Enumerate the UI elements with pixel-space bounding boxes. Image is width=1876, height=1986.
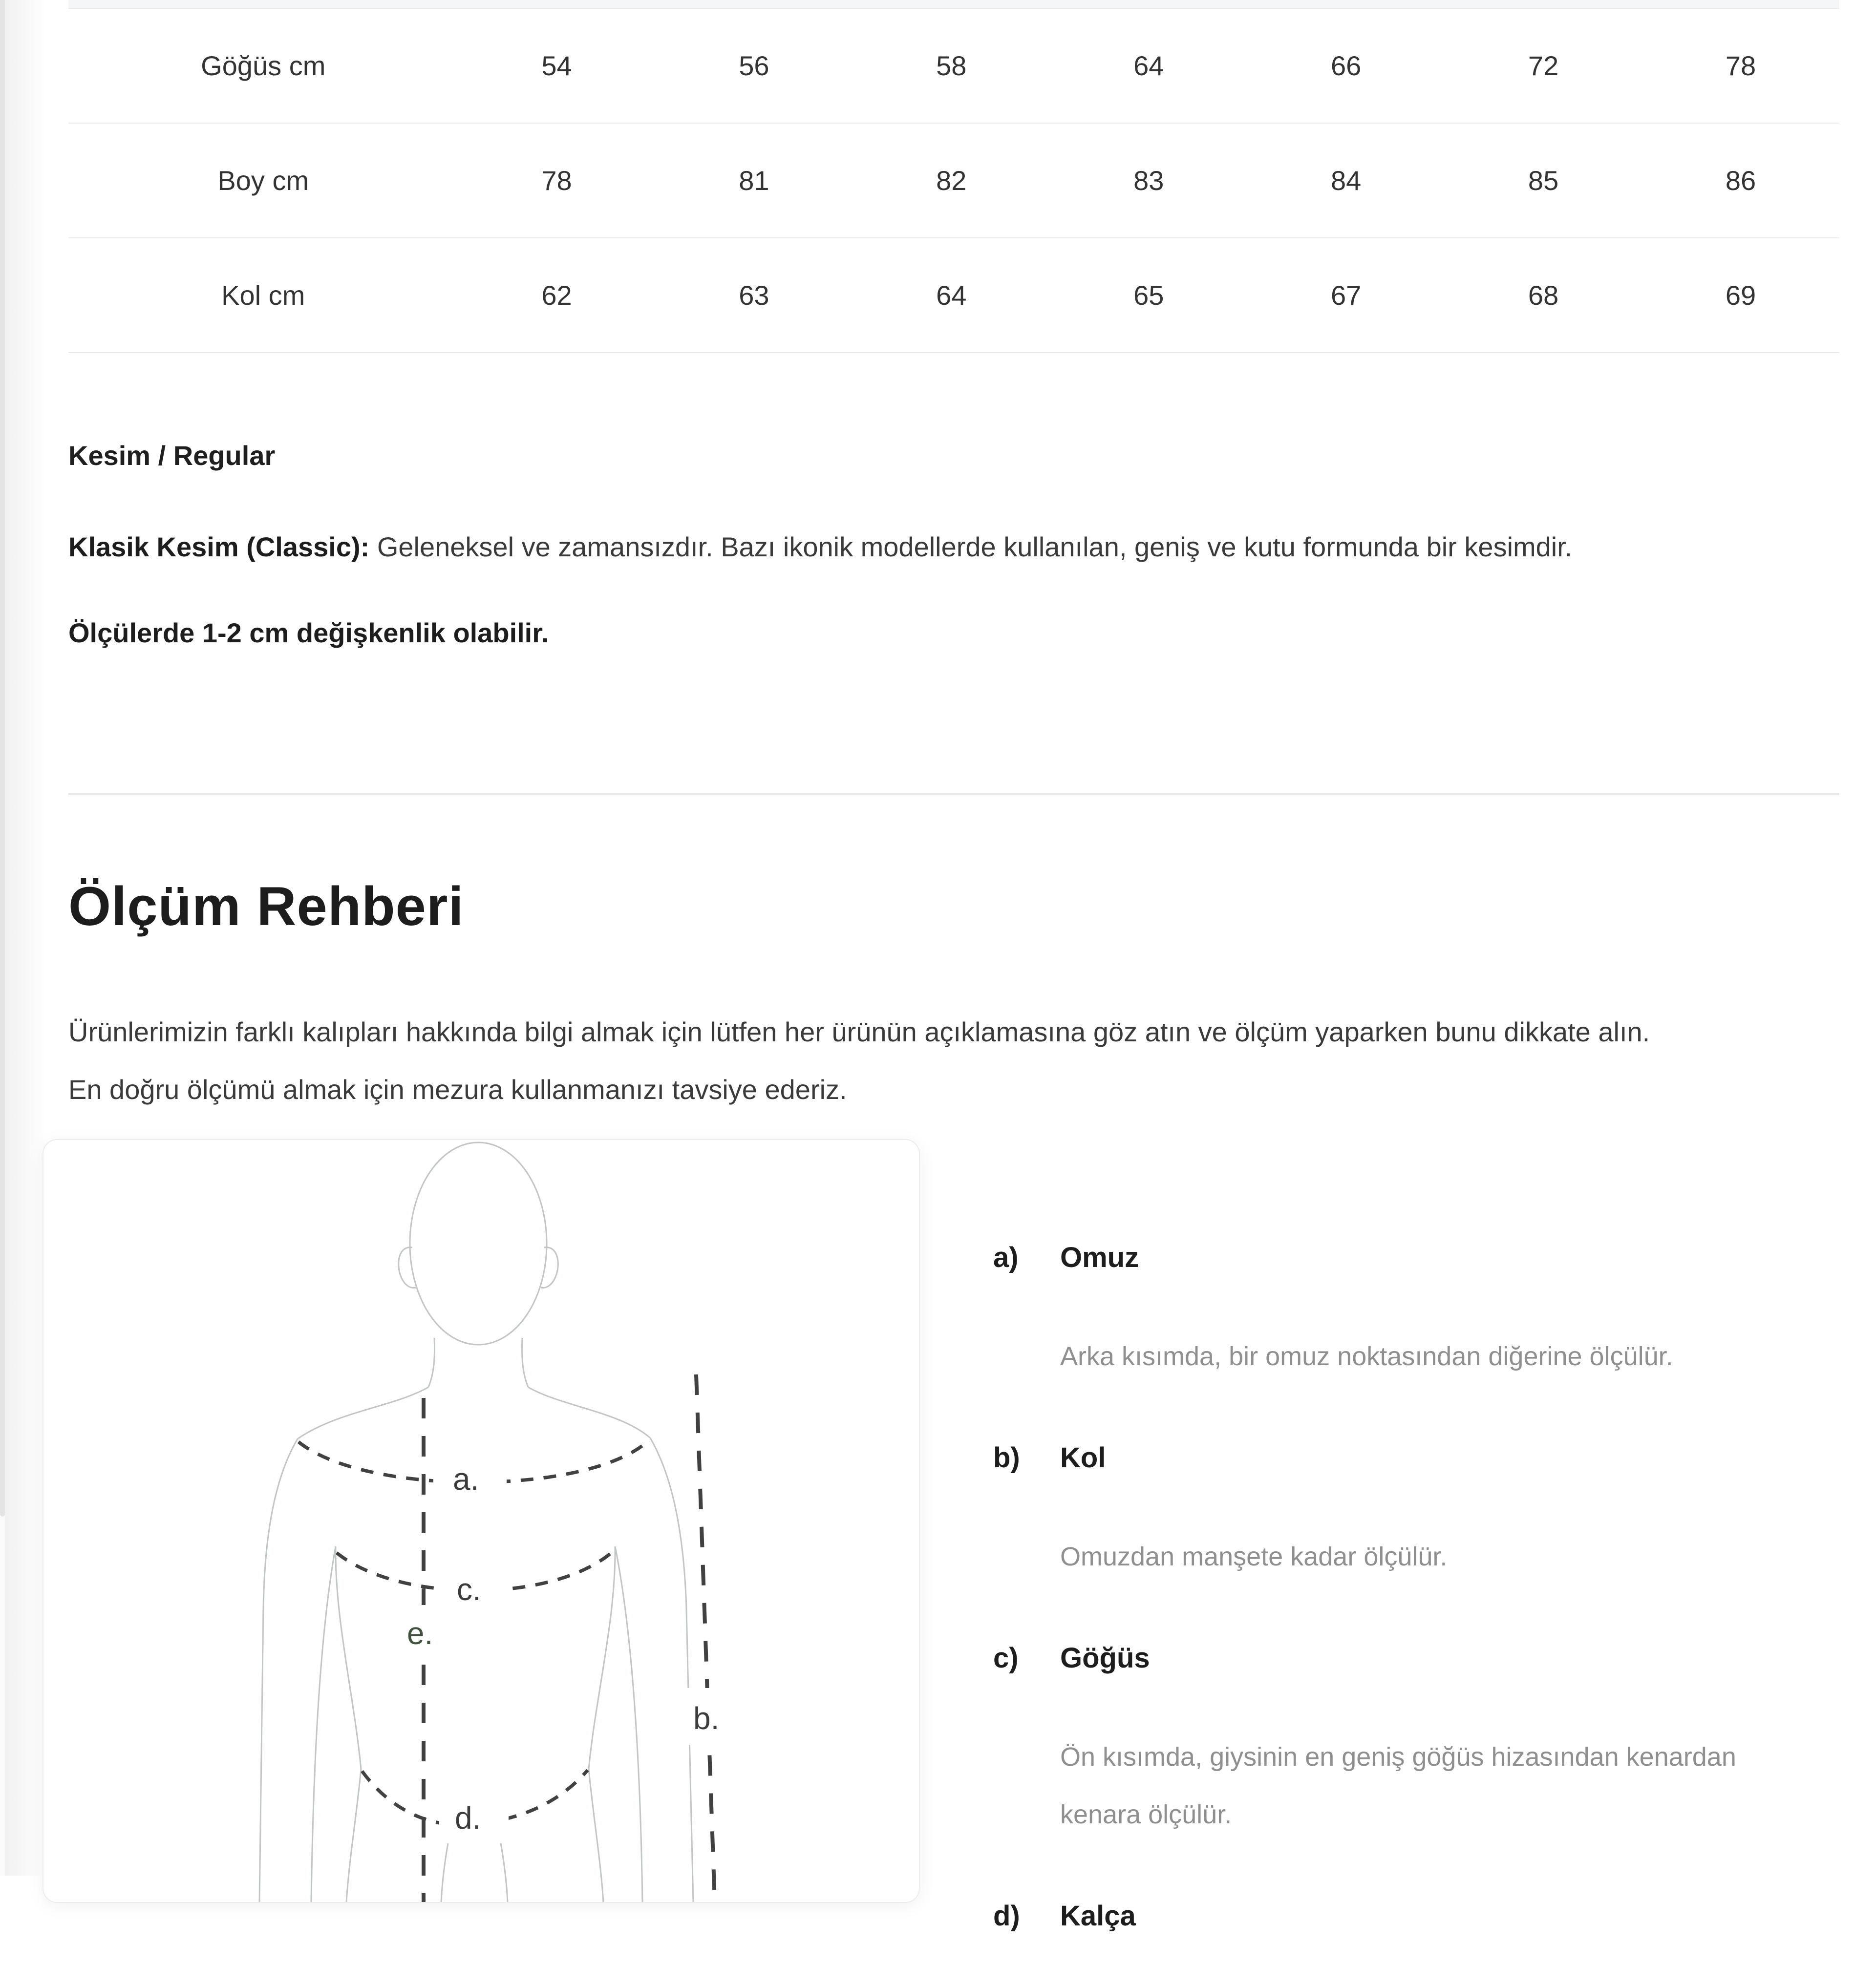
table-row-sleeve (68, 238, 1839, 353)
cell: 68 (1528, 280, 1559, 311)
list-item-omuz (993, 1243, 1839, 1385)
row-label: Kol cm (221, 280, 305, 311)
fit-classic-paragraph (68, 531, 1839, 563)
figure-label-d: d. (455, 1800, 481, 1836)
cell: 78 (1725, 50, 1756, 81)
cell: 85 (1528, 165, 1559, 196)
figure-label-c: c. (457, 1572, 481, 1607)
cell: 54 (541, 50, 572, 81)
cell: 65 (1133, 280, 1164, 311)
item-marker: a) (993, 1242, 1019, 1273)
body-diagram (43, 1140, 919, 1902)
cell: 78 (541, 165, 572, 196)
cell: 81 (739, 165, 769, 196)
item-description: Omuzdan manşete kadar ölçülür. (1060, 1542, 1448, 1571)
cell: 67 (1331, 280, 1362, 311)
item-marker: c) (993, 1642, 1019, 1674)
guide-intro-line1: Ürünlerimizin farklı kalıpları hakkında bilgi almak için lütfen her ürünün açıklamasına göz atın ve ölçüm yaparken bunu dikkate alın. (68, 1016, 1650, 1047)
item-title: Omuz (1060, 1242, 1139, 1273)
section-divider (68, 793, 1839, 795)
guide-title: Ölçüm Rehberi (68, 876, 464, 937)
list-item-kol (993, 1443, 1839, 1585)
guide-intro (68, 1003, 1839, 1119)
figure-ear-right (541, 1247, 558, 1288)
sleeve-measure-line (696, 1374, 715, 1902)
cell: 66 (1331, 50, 1362, 81)
list-item-gogus (993, 1643, 1839, 1843)
cell: 58 (936, 50, 967, 81)
measurement-list (993, 1139, 1839, 1986)
item-title: Kol (1060, 1442, 1106, 1474)
cell: 83 (1133, 165, 1164, 196)
drawer-edge-shadow (5, 0, 46, 1876)
figure-head (410, 1142, 547, 1345)
figure-label-e: e. (407, 1616, 433, 1651)
cell: 56 (739, 50, 769, 81)
cell: 69 (1725, 280, 1756, 311)
fit-classic-label: Klasik Kesim (Classic): (68, 531, 370, 562)
table-row-chest (68, 9, 1839, 124)
item-description: Arka kısımda, bir omuz noktasından diğerine ölçülür. (1060, 1342, 1673, 1371)
row-label: Boy cm (217, 165, 309, 196)
fit-title: Kesim / Regular (68, 440, 276, 471)
item-title: Kalça (1060, 1900, 1136, 1932)
cell: 64 (936, 280, 967, 311)
cell: 63 (739, 280, 769, 311)
item-title: Göğüs (1060, 1642, 1150, 1674)
row-label: Göğüs cm (201, 50, 326, 81)
cell: 72 (1528, 50, 1559, 81)
figure-label-b: b. (693, 1701, 720, 1736)
figure-ear-left (399, 1247, 416, 1288)
cell: 62 (541, 280, 572, 311)
cell: 64 (1133, 50, 1164, 81)
cell: 82 (936, 165, 967, 196)
item-description: Ön kısımda, giysinin en geniş göğüs hizasından kenardan kenara ölçülür. (1060, 1742, 1736, 1829)
list-item-kalca (993, 1901, 1839, 1931)
figure-label-a: a. (453, 1461, 479, 1497)
measurement-figure-card (43, 1139, 920, 1903)
guide-intro-line2: En doğru ölçümü almak için mezura kullanmanızı tavsiye ederiz. (68, 1074, 847, 1105)
item-marker: d) (993, 1900, 1020, 1932)
page-scrollbar-thumb[interactable] (0, 0, 5, 1517)
cell: 84 (1331, 165, 1362, 196)
size-table-header-sliver (68, 0, 1839, 9)
size-table (68, 0, 1839, 353)
fit-tolerance-note: Ölçülerde 1-2 cm değişkenlik olabilir. (68, 617, 549, 648)
cell: 86 (1725, 165, 1756, 196)
table-row-length (68, 124, 1839, 238)
item-marker: b) (993, 1442, 1020, 1474)
fit-classic-text: Geleneksel ve zamansızdır. Bazı ikonik modellerde kullanılan, geniş ve kutu formunda bir kesimdir. (369, 531, 1573, 562)
